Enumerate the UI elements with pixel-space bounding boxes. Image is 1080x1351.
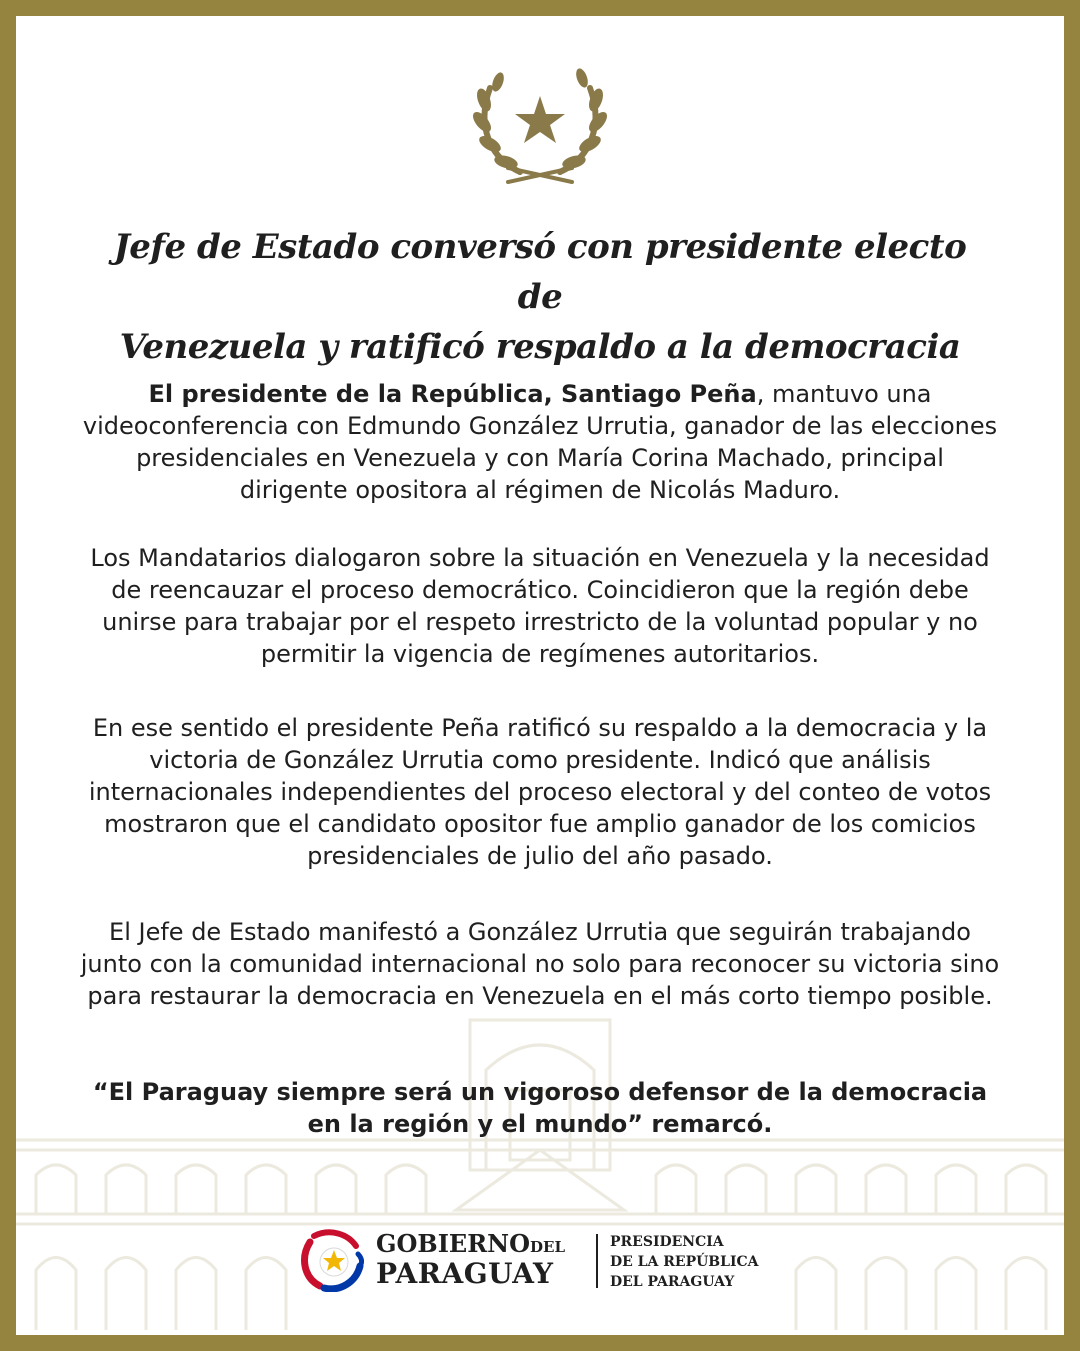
paraguay-coat-of-arms-icon (300, 1228, 364, 1292)
presidencia-line-3: DEL PARAGUAY (610, 1274, 735, 1290)
headline-line-1: Jefe de Estado conversó con presidente electo de (113, 227, 967, 317)
headline (100, 222, 980, 372)
presidencia-line-2: DE LA REPÚBLICA (610, 1254, 759, 1270)
paragraph-1 (80, 378, 1000, 506)
laurel-wreath-star-icon (468, 60, 612, 190)
paragraph-3: En ese sentido el presidente Peña ratificó su respaldo a la democracia y la victoria de González Urrutia como presidente. Indicó que análisis internacionales independientes del proceso electoral y del conteo de votos mostraron que el candidato opositor fue amplio ganador de los comicios presidenciales de julio del año pasado. (88, 714, 992, 870)
del-word: DEL (530, 1238, 565, 1256)
presidencia-wordmark (610, 1232, 759, 1292)
presidencia-line-1: PRESIDENCIA (610, 1234, 724, 1250)
closing-quote: “El Paraguay siempre será un vigoroso defensor de la democracia en la región y el mundo” remarcó. (92, 1078, 988, 1138)
footer-divider (596, 1234, 598, 1288)
footer-logo (300, 1228, 800, 1296)
paragraph-1-text: , mantuvo una videoconferencia con Edmundo González Urrutia, ganador de las elecciones presidenciales en Venezuela y con María Corina Machado, principal dirigente opositora al régimen de Nicolás Maduro. (82, 380, 998, 504)
paraguay-wordmark: PARAGUAY (376, 1257, 554, 1290)
paragraph-4: El Jefe de Estado manifestó a González Urrutia que seguirán trabajando junto con la comunidad internacional no solo para reconocer su victoria sino para restaurar la democracia en Venezuela en el más corto tiempo posible. (80, 918, 1000, 1010)
headline-line-2: Venezuela y ratificó respaldo a la democracia (119, 327, 961, 367)
paragraph-1-bold-lead: El presidente de la República, Santiago Peña (148, 380, 757, 408)
paragraph-2: Los Mandatarios dialogaron sobre la situación en Venezuela y la necesidad de reencauzar el proceso democrático. Coincidieron que la región debe unirse para trabajar por el respeto irrestricto de la voluntad popular y no permitir la vigencia de regímenes autoritarios. (90, 544, 990, 668)
gobierno-word: GOBIERNO (376, 1229, 530, 1258)
